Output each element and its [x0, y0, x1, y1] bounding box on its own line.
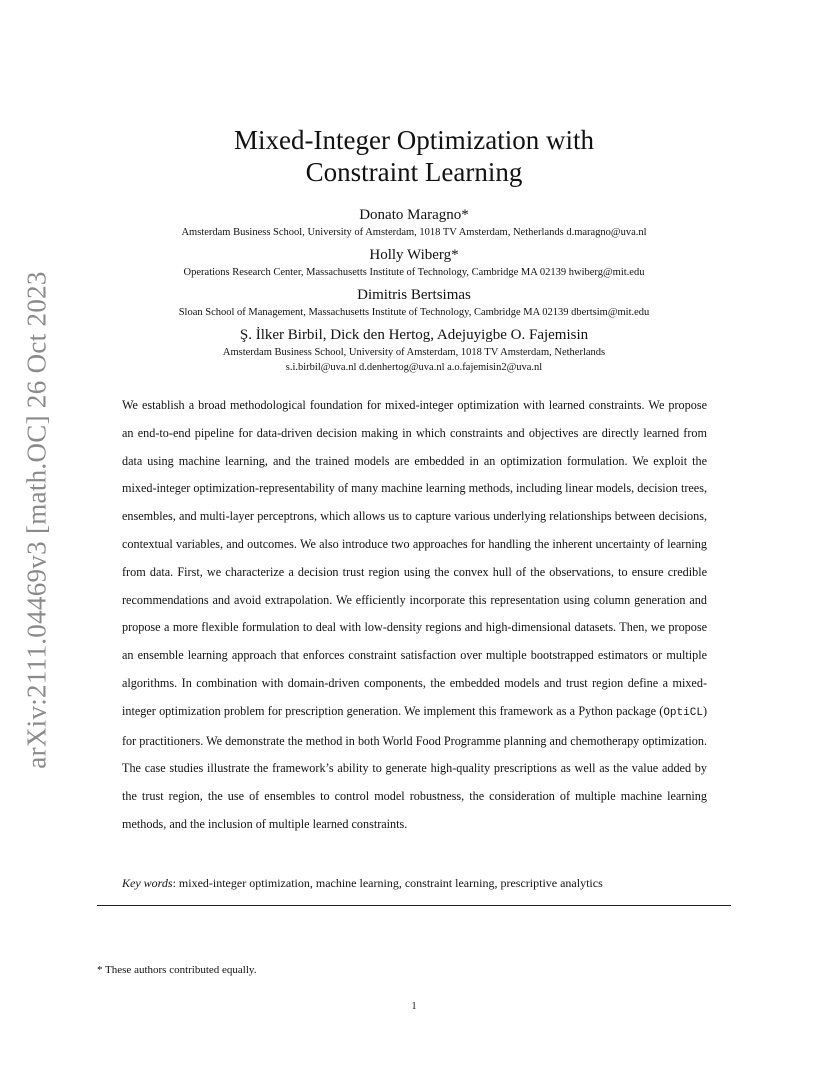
section-divider — [97, 905, 731, 906]
title-line-2: Constraint Learning — [305, 157, 523, 187]
author-name: Dimitris Bertsimas — [357, 287, 471, 303]
abstract-text-continued: ) for practitioners. We demonstrate the method in both World Food Programme planning and chemotherapy optimization. The case studies illustrate the framework’s ability to generate high-quality prescriptions as well as the value added by the trust region, the use of ensembles to control model robustness, the consideration of multiple machine learning methods, and the inclusion of multiple learned constraints. — [122, 703, 707, 831]
author-affiliation: Sloan School of Management, Massachusetts Institute of Technology, Cambridge MA 02139 dbertsim@mit.edu — [178, 307, 650, 318]
package-name: OptiCL — [663, 706, 703, 719]
author-affiliation: Amsterdam Business School, University of Amsterdam, 1018 TV Amsterdam, Netherlands d.maragno@uva.nl — [181, 227, 647, 238]
keywords-text: : mixed-integer optimization, machine learning, constraint learning, prescriptive analytics — [172, 876, 603, 890]
keywords-label: Key words — [122, 876, 173, 890]
abstract-text: We establish a broad methodological foundation for mixed-integer optimization with learned constraints. We propose an end-to-end pipeline for data-driven decision making in which constraints and objectives are directly learned from data using machine learning, and the trained models are embedded in an optimization formulation. We exploit the mixed-integer optimization-representability of many machine learning methods, including linear models, decision trees, ensembles, and multi-layer perceptrons, which allows us to capture various underlying relationships between decisions, contextual variables, and outcomes. We also introduce two approaches for handling the inherent uncertainty of learning from data. First, we characterize a decision trust region using the convex hull of the observations, to ensure credible recommendations and avoid extrapolation. We efficiently incorporate this representation using column generation and propose a more flexible formulation to deal with low-density regions and high-dimensional datasets. Then, we propose an ensemble learning approach that enforces constraint satisfaction over multiple bootstrapped estimators or multiple algorithms. In combination with domain-driven components, the embedded models and trust region define a mixed-integer optimization problem for prescription generation. We implement this framework as a Python package ( — [122, 398, 707, 718]
footnote: * These authors contributed equally. — [97, 964, 257, 976]
page-number: 1 — [411, 1001, 417, 1012]
author-block-2 — [0, 245, 828, 280]
paper-title — [0, 124, 828, 188]
abstract — [122, 392, 707, 839]
author-affiliation: Operations Research Center, Massachusetts Institute of Technology, Cambridge MA 02139 hwiberg@mit.edu — [183, 267, 645, 278]
author-block-3 — [0, 285, 828, 320]
author-name: Ş. İlker Birbil, Dick den Hertog, Adejuyigbe O. Fajemisin — [239, 327, 589, 343]
title-line-1: Mixed-Integer Optimization with — [234, 125, 594, 155]
author-block-4 — [0, 325, 828, 375]
keywords — [122, 876, 603, 891]
author-block-1 — [0, 205, 828, 240]
arxiv-identifier: arXiv:2111.04469v3 [math.OC] 26 Oct 2023 — [21, 271, 52, 769]
author-name: Donato Maragno* — [359, 207, 469, 223]
author-emails: s.i.birbil@uva.nl d.denhertog@uva.nl a.o.fajemisin2@uva.nl — [285, 362, 543, 373]
author-name: Holly Wiberg* — [369, 247, 459, 263]
author-affiliation: Amsterdam Business School, University of Amsterdam, 1018 TV Amsterdam, Netherlands — [222, 347, 606, 358]
